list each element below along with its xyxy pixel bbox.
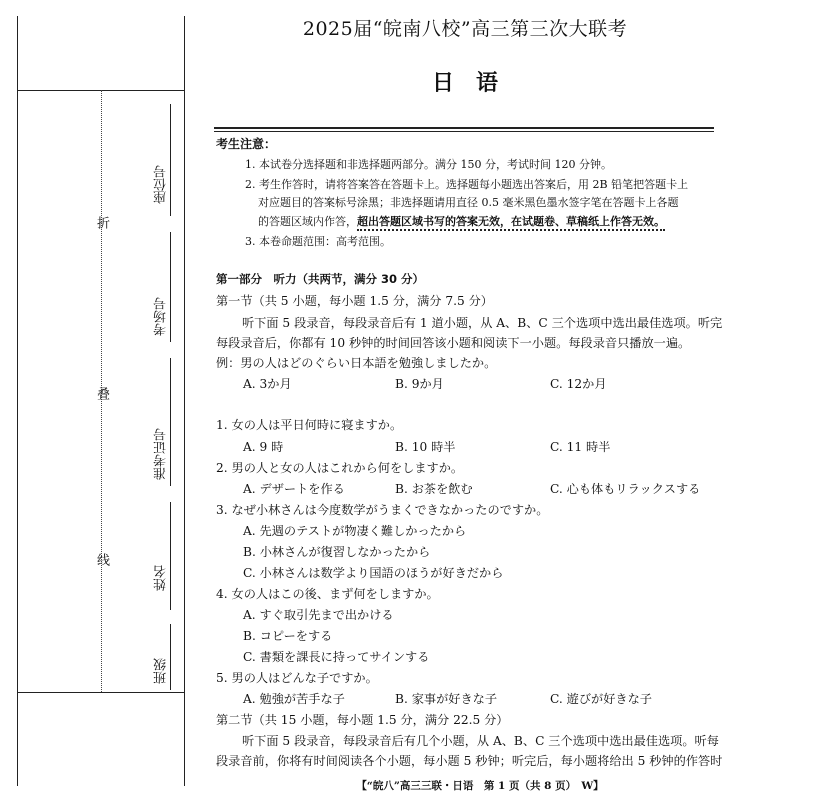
notice-item-2-line-1: 2. 考生作答时，请将答案答在答题卡上。选择题每小题选出答案后，用 2B 铅笔把答题卡上 (245, 178, 689, 191)
right-border-line (184, 16, 185, 786)
question-3-option-a: A. 先週のテストが物凄く難しかったから (243, 524, 467, 538)
question-2-option-c: C. 心も体もリラックスする (550, 482, 701, 496)
section1-instructions-line-2: 每段录音后，你都有 10 秒钟的时间回答该小题和阅读下一小题。每段录音只播放一遍。 (216, 336, 691, 350)
section1-instructions-line-1: 听下面 5 段录音，每段录音后有 1 道小题，从 A、B、C 三个选项中选出最佳选项。听完 (242, 316, 723, 330)
question-4-option-a: A. すぐ取引先まで出かける (243, 608, 394, 622)
notice-item-2-line-2: 对应题目的答案标号涂黑；非选择题请用直径 0.5 毫米黑色墨水签字笔在答题卡上各题 (258, 196, 679, 209)
notice-item-3: 3. 本卷命题范围：高考范围。 (245, 235, 391, 248)
notice-item-2-line-3-text: 的答题区域内作答， (258, 215, 357, 228)
example-option-b: B. 9か月 (395, 377, 444, 391)
seat-number-line[interactable] (170, 104, 171, 216)
question-5-option-b: B. 家事が好きな子 (395, 692, 498, 706)
notice-heading: 考生注意： (216, 137, 277, 151)
question-1-option-b: B. 10 時半 (395, 440, 456, 454)
fold-char-2: 叠 (94, 387, 109, 402)
section1-heading: 第一节（共 5 小题，每小题 1.5 分，满分 7.5 分） (216, 294, 493, 308)
fold-char-3: 线 (94, 553, 109, 568)
notice-item-1: 1. 本试卷分选择题和非选择题两部分。满分 150 分，考试时间 120 分钟。 (245, 158, 612, 171)
question-5: 5. 男の人はどんな子ですか。 (216, 671, 378, 685)
question-5-option-a: A. 勉強が苦手な子 (243, 692, 345, 706)
question-3-option-b: B. 小林さんが復習しなかったから (243, 545, 431, 559)
notice-warning-emphasis: 超出答题区域书写的答案无效，在试题卷、草稿纸上作答无效。 (357, 215, 665, 231)
section2-instructions-line-1: 听下面 5 段录音，每段录音后有几个小题，从 A、B、C 三个选项中选出最佳选项。听每 (242, 734, 719, 748)
question-1: 1. 女の人は平日何時に寝ますか。 (216, 418, 403, 432)
class-label: 班级 (154, 658, 169, 684)
question-1-option-c: C. 11 時半 (550, 440, 611, 454)
question-2: 2. 男の人と女の人はこれから何をしますか。 (216, 461, 464, 475)
example-question: 例：男の人はどのぐらい日本語を勉強しましたか。 (216, 356, 497, 370)
section2-instructions-line-2: 段录音前，你将有时间阅读各个小题，每小题 5 秒钟；听完后，每小题将给出 5 秒钟的作答时 (216, 754, 723, 768)
name-line[interactable] (170, 502, 171, 610)
question-2-option-a: A. デザートを作る (243, 482, 345, 496)
admission-number-label: 准考证号 (154, 428, 169, 480)
bottom-rule (17, 692, 184, 693)
exam-room-label: 考场号 (154, 297, 169, 336)
page-footer: 【“皖八”高三三联・日语 第 1 页（共 8 页） W】 (356, 780, 604, 792)
question-1-option-a: A. 9 時 (243, 440, 284, 454)
subject-title: 日 语 (431, 71, 498, 96)
class-line[interactable] (170, 624, 171, 690)
name-label: 姓名 (154, 565, 169, 591)
notice-item-2-line-3 (258, 215, 665, 229)
question-3-option-c: C. 小林さんは数学より国語のほうが好きだから (243, 566, 504, 580)
question-2-option-b: B. お茶を飲む (395, 482, 473, 496)
exam-title: 2025届“皖南八校”高三第三次大联考 (302, 18, 628, 40)
admission-number-line[interactable] (170, 358, 171, 486)
question-3: 3. なぜ小林さんは今度数学がうまくできなかったのですか。 (216, 503, 549, 517)
question-4-option-c: C. 書類を課長に持ってサインする (243, 650, 430, 664)
left-border-line (17, 16, 18, 786)
fold-char-1: 折 (94, 216, 109, 231)
question-4: 4. 女の人はこの後、まず何をしますか。 (216, 587, 439, 601)
seat-number-label: 座位号 (154, 165, 169, 204)
question-5-option-c: C. 遊びが好きな子 (550, 692, 652, 706)
exam-room-line[interactable] (170, 232, 171, 342)
example-option-c: C. 12か月 (550, 377, 607, 391)
header-rule-thick (214, 127, 714, 129)
section2-heading: 第二节（共 15 小题，每小题 1.5 分，满分 22.5 分） (216, 713, 509, 727)
part1-heading: 第一部分 听力（共两节，满分 30 分） (216, 272, 425, 286)
header-rule-thin (214, 131, 714, 132)
example-option-a: A. 3か月 (243, 377, 292, 391)
question-4-option-b: B. コピーをする (243, 629, 333, 643)
